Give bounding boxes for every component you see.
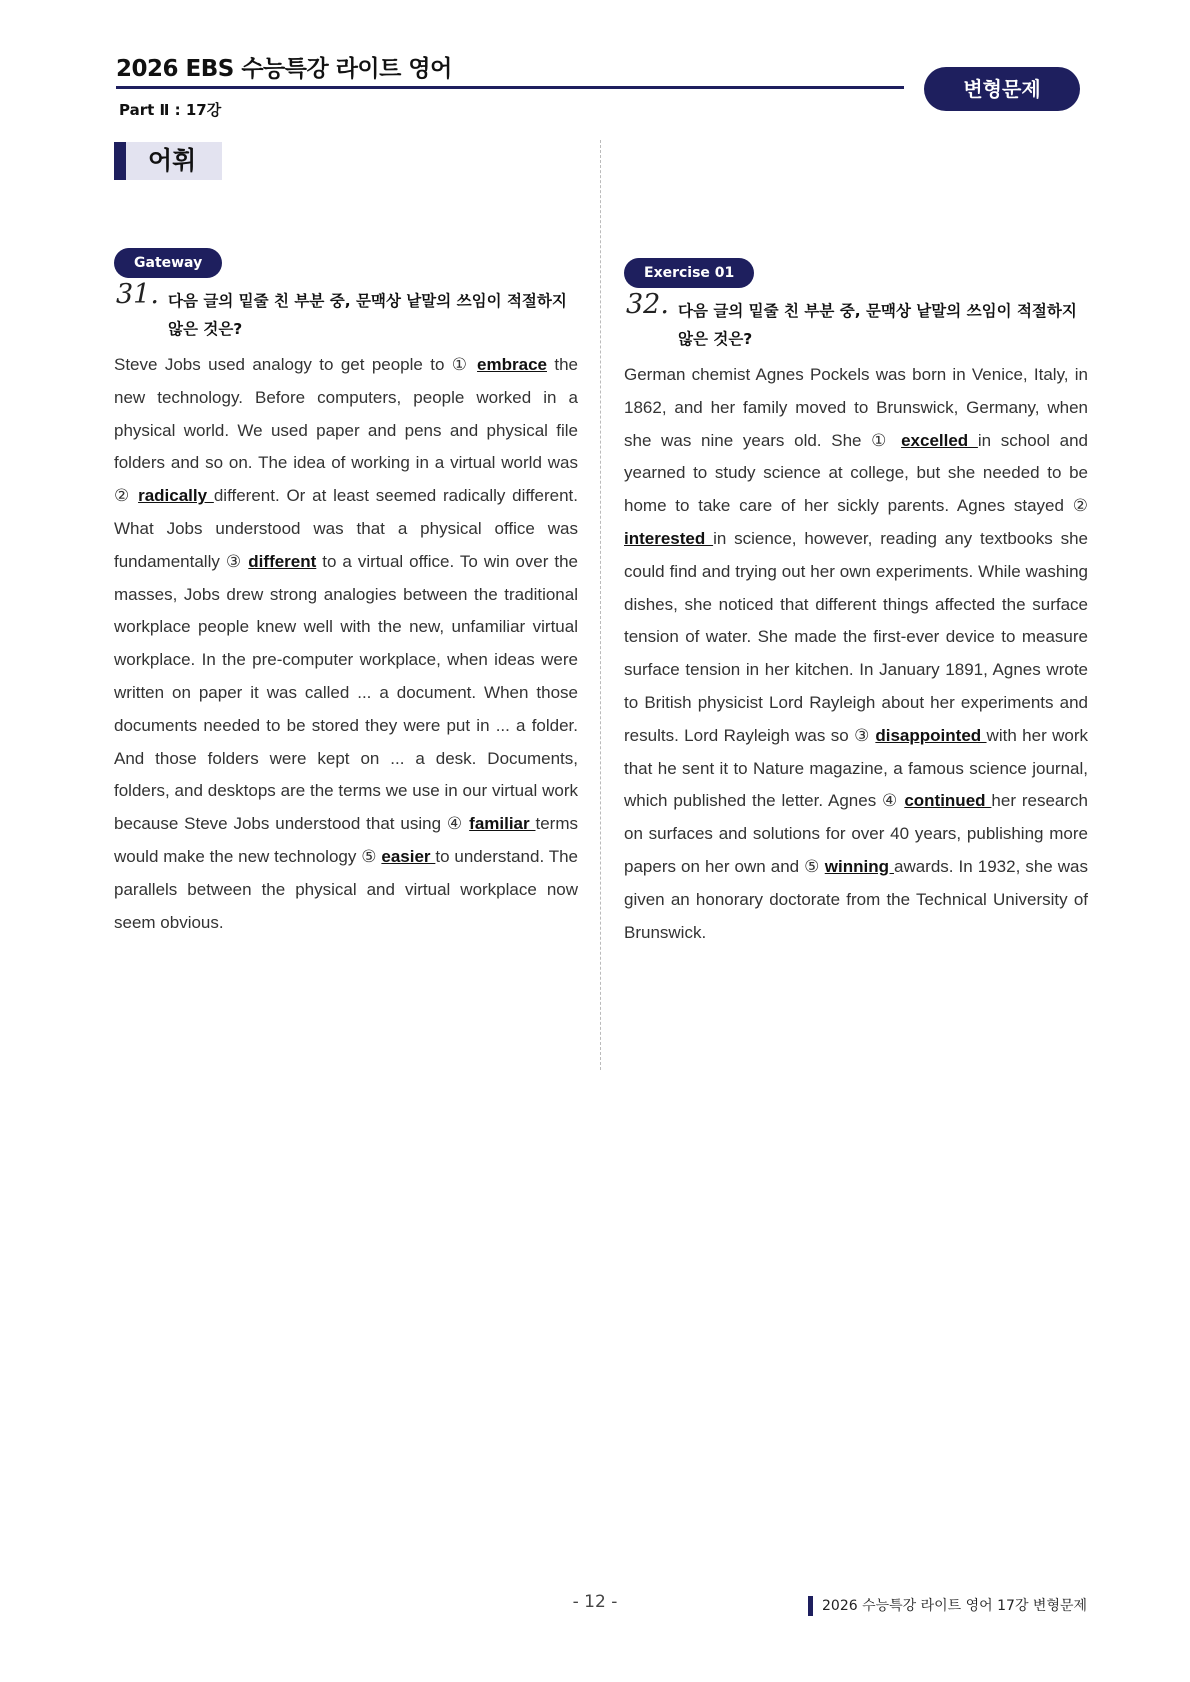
underlined-word: continued: [904, 791, 992, 811]
column-divider: [600, 140, 601, 1070]
passage: [624, 359, 1088, 949]
passage-text: the new technology. Before computers, people worked in a physical world. We used paper and pens and physical file folders and so on. The idea of working in a virtual world was ②: [114, 355, 578, 506]
passage-text: German chemist Agnes Pockels was born in Venice, Italy, in 1862, and her family moved to Brunswick, Germany, when she was nine years old. She ①: [624, 365, 1088, 450]
question-prompt: 다음 글의 밑줄 친 부분 중, 문맥상 낱말의 쓰임이 적절하지 않은 것은?: [678, 302, 1077, 348]
type-badge: 변형문제: [924, 67, 1080, 111]
passage-text: different. Or at least seemed radically different. What Jobs understood was that a physical office was fundamentally ③: [114, 486, 578, 571]
passage-text: in school and yearned to study science at college, but she needed to be home to take care of her sickly parents. Agnes stayed ②: [624, 430, 1088, 516]
passage-text: terms would make the new technology ⑤: [114, 814, 578, 866]
passage-text: Steve Jobs used analogy to get people to ①: [114, 355, 478, 374]
header-part: Part Ⅱ : 17강: [119, 101, 222, 119]
passage-text: to understand. The parallels between the physical and virtual workplace now seem obvious.: [114, 846, 578, 932]
passage: [114, 349, 578, 939]
underlined-word: familiar: [469, 814, 536, 834]
underlined-word: easier: [381, 846, 436, 866]
underlined-word: different: [248, 551, 317, 571]
footer-label: 2026 수능특강 라이트 영어 17강 변형문제: [808, 1596, 1087, 1616]
question-31: [114, 248, 578, 939]
underlined-word: interested: [624, 528, 714, 548]
section-title: 어휘: [114, 142, 222, 180]
gateway-badge: Gateway: [114, 248, 222, 278]
question-header: [114, 279, 578, 343]
underlined-word: radically: [138, 486, 214, 506]
question-32: [624, 258, 1088, 949]
question-number: 31.: [116, 279, 159, 310]
header-rule: [116, 86, 904, 89]
question-prompt: 다음 글의 밑줄 친 부분 중, 문맥상 낱말의 쓰임이 적절하지 않은 것은?: [168, 292, 567, 338]
underlined-word: excelled: [901, 430, 978, 450]
passage-text: to a virtual office. To win over the masses, Jobs drew strong analogies between the traditional workplace people knew well with the new, unfamiliar virtual workplace. In the pre-computer workplace, when ideas were written on paper it was called ... a document. When those documents needed to be stored they were put in ... a folder. And those folders were kept on ... a desk. Documents, folders, and desktops are the terms we use in our virtual work because Steve Jobs understood that using ④: [114, 551, 579, 834]
underlined-word: embrace: [477, 355, 547, 374]
underlined-word: disappointed: [875, 725, 987, 745]
passage-text: in science, however, reading any textbooks she could find and trying out her own experiments. While washing dishes, she noticed that different things affected the surface tension of water. She made the first-ever device to measure surface tension in her kitchen. In January 1891, Agnes wrote to British physicist Lord Rayleigh about her experiments and results. Lord Rayleigh was so ③: [624, 528, 1088, 745]
page-number: - 12 -: [572, 1592, 618, 1612]
passage-text: her research on surfaces and solutions for over 40 years, publishing more papers on her own and ⑤: [624, 791, 1088, 876]
question-number: 32.: [626, 289, 669, 320]
exercise-badge: Exercise 01: [624, 258, 754, 288]
underlined-word: winning: [824, 856, 894, 876]
question-header: [624, 289, 1088, 353]
header-title: 2026 EBS 수능특강 라이트 영어: [116, 56, 452, 82]
passage-text: awards. In 1932, she was given an honorary doctorate from the Technical University of Brunswick.: [624, 856, 1089, 942]
passage-text: with her work that he sent it to Nature magazine, a famous science journal, which published the letter. Agnes ④: [624, 725, 1089, 811]
